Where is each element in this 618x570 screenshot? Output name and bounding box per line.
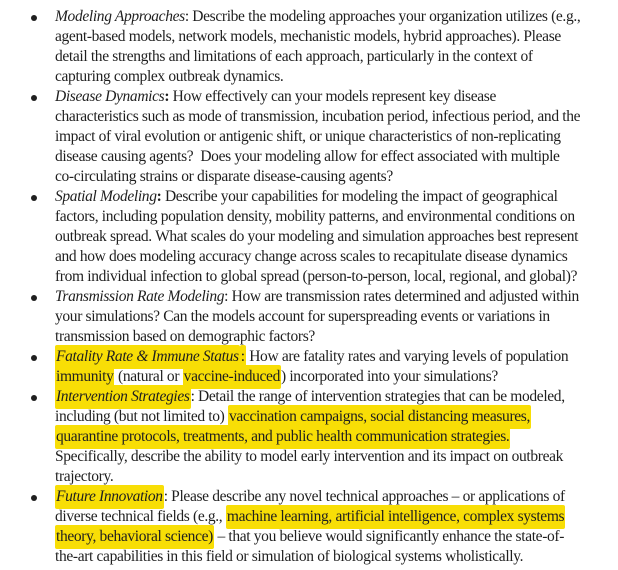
- text-line: [55, 387, 618, 407]
- bullet-dot-icon: [31, 195, 37, 201]
- text-line: [55, 187, 618, 207]
- text-line: [55, 107, 618, 127]
- bullet-dot-icon: [31, 95, 37, 101]
- text-segment: : Please describe any novel technical approaches – or applications of: [163, 488, 565, 505]
- text-segment: detail the strengths and limitations of each approach, particularly in the context of: [55, 48, 533, 65]
- bullet-list: [0, 7, 618, 567]
- text-line: [55, 47, 618, 67]
- text-segment: Describe your capabilities for modeling the impact of geographical: [161, 188, 558, 205]
- text-line: [55, 447, 618, 467]
- text-line: [55, 487, 618, 507]
- bullet-item: [0, 387, 618, 487]
- text-segment: Disease Dynamics: [55, 88, 165, 105]
- text-line: [55, 147, 618, 167]
- text-segment: Specifically, describe the ability to model early intervention and its impact on outbreak: [55, 448, 564, 465]
- bullet-item: [0, 7, 618, 87]
- highlighted-text: quarantine protocols, treatments, and public health communication strategies.: [55, 425, 510, 449]
- text-line: [55, 307, 618, 327]
- text-segment: co-circulating strains or disparate disease-causing agents?: [55, 168, 393, 185]
- text-segment: How are fatality rates and varying levels of population: [245, 348, 569, 365]
- highlighted-text: machine learning, artificial intelligence, complex systems: [226, 505, 565, 529]
- text-line: [55, 527, 618, 547]
- bullet-dot-icon: [31, 395, 37, 401]
- bullet-item: [0, 187, 618, 287]
- text-segment: impact of viral evolution or antigenic shift, or unique characteristics of non-replicating: [55, 128, 561, 145]
- text-line: [55, 27, 618, 47]
- text-segment: : Describe the modeling approaches your organization utilizes (e.g.,: [184, 8, 581, 25]
- text-segment: disease causing agents? Does your modeling allow for effect associated with multiple: [55, 148, 560, 165]
- text-segment: the-art capabilities in this field or simulation of biological systems wholistically.: [55, 548, 524, 565]
- bullet-item: [0, 347, 618, 387]
- text-line: [55, 287, 618, 307]
- text-line: [55, 347, 618, 367]
- text-line: [55, 7, 618, 27]
- text-segment: agent-based models, network models, mechanistic models, hybrid approaches). Please: [55, 28, 561, 45]
- text-line: [55, 267, 618, 287]
- text-segment: : How are transmission rates determined and adjusted within: [224, 288, 579, 305]
- text-segment: transmission based on demographic factors?: [55, 328, 315, 345]
- text-line: [55, 127, 618, 147]
- bullet-text: [55, 347, 618, 387]
- highlighted-text: Future Innovation: [55, 485, 164, 509]
- text-segment: capturing complex outbreak dynamics.: [55, 68, 284, 85]
- highlighted-text: vaccination campaigns, social distancing measures,: [228, 405, 531, 429]
- text-segment: trajectory.: [55, 468, 114, 485]
- text-line: [55, 427, 618, 447]
- text-segment: :: [164, 88, 170, 105]
- text-segment: including (but not limited to): [55, 408, 228, 425]
- text-segment: factors, including population density, mobility patterns, and environmental conditions on: [55, 208, 575, 225]
- highlighted-text: theory, behavioral science): [55, 525, 214, 549]
- highlighted-text: Fatality Rate & Immune Status: [55, 345, 240, 369]
- bullet-dot-icon: [31, 355, 37, 361]
- text-line: [55, 367, 618, 387]
- text-segment: Transmission Rate Modeling: [55, 288, 225, 305]
- bullet-text: [55, 387, 618, 487]
- bullet-item: [0, 487, 618, 567]
- text-segment: ) incorporated into your simulations?: [280, 368, 498, 385]
- text-line: [55, 67, 618, 87]
- bullet-dot-icon: [31, 495, 37, 501]
- bullet-text: [55, 187, 618, 287]
- text-segment: :: [156, 188, 162, 205]
- text-segment: How effectively can your models represent key disease: [169, 88, 497, 105]
- bullet-dot-icon: [31, 15, 37, 21]
- text-segment: your simulations? Can the models account for superspreading events or variations in: [55, 308, 550, 325]
- bullet-text: [55, 287, 618, 347]
- text-line: [55, 227, 618, 247]
- text-segment: diverse technical fields (e.g.,: [55, 508, 226, 525]
- text-line: [55, 167, 618, 187]
- bullet-text: [55, 487, 618, 567]
- text-segment: Modeling Approaches: [55, 8, 185, 25]
- text-line: [55, 87, 618, 107]
- highlighted-text: :: [240, 345, 246, 369]
- text-line: [55, 247, 618, 267]
- highlighted-text: Intervention Strategies: [55, 385, 191, 409]
- text-segment: and how does modeling accuracy change across scales to recapitulate disease dynamics: [55, 248, 568, 265]
- text-line: [55, 467, 618, 487]
- bullet-item: [0, 287, 618, 347]
- text-line: [55, 327, 618, 347]
- bullet-text: [55, 87, 618, 187]
- text-segment: from individual infection to global spread (person-to-person, local, regional, and global)?: [55, 268, 578, 285]
- text-line: [55, 207, 618, 227]
- text-segment: Spatial Modeling: [55, 188, 157, 205]
- text-segment: outbreak spread. What scales do your modeling and simulation approaches best represent: [55, 228, 579, 245]
- highlighted-text: immunity: [55, 365, 114, 389]
- text-line: [55, 407, 618, 427]
- text-segment: characteristics such as mode of transmission, incubation period, infectious period, and the: [55, 108, 581, 125]
- text-line: [55, 547, 618, 567]
- text-segment: : Detail the range of intervention strategies that can be modeled,: [190, 388, 565, 405]
- text-segment: – that you believe would significantly enhance the state-of-: [213, 528, 565, 545]
- text-segment: (natural or: [114, 368, 183, 385]
- bullet-text: [55, 7, 618, 87]
- text-line: [55, 507, 618, 527]
- bullet-item: [0, 87, 618, 187]
- bullet-dot-icon: [31, 295, 37, 301]
- highlighted-text: vaccine-induced: [183, 365, 281, 389]
